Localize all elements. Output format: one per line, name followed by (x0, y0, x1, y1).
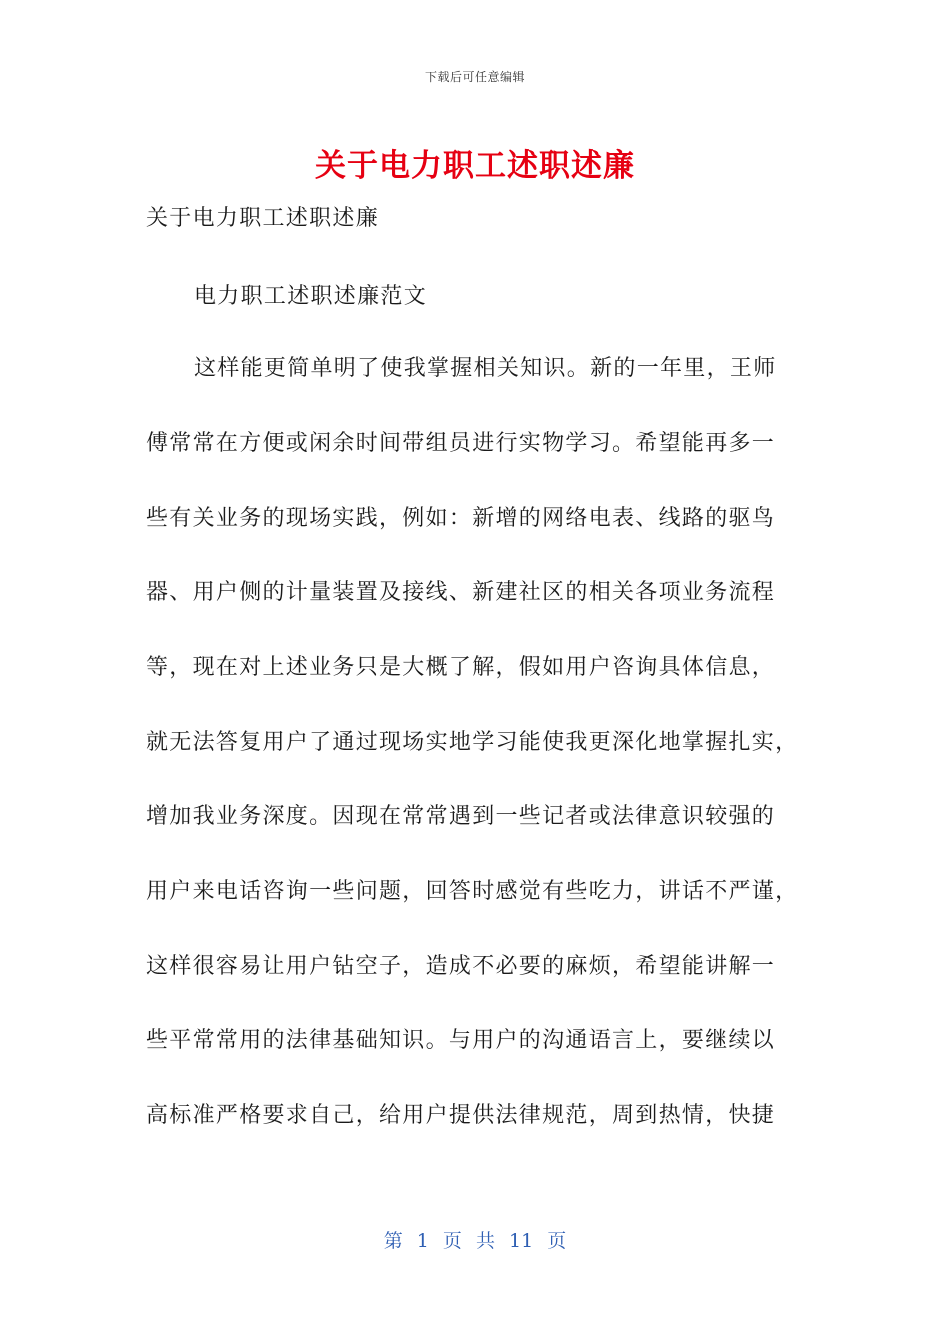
section-heading: 电力职工述职述廉范文 (194, 284, 428, 309)
page-footer: 第 1 页 共 11 页 (383, 1230, 567, 1252)
paragraph-line: 些有关业务的现场实践，例如：新增的网络电表、线路的驱鸟 (146, 506, 776, 531)
paragraph-line: 增加我业务深度。因现在常常遇到一些记者或法律意识较强的 (146, 804, 776, 829)
header-note: 下载后可任意编辑 (424, 70, 525, 84)
paragraph-line: 等，现在对上述业务只是大概了解，假如用户咨询具体信息， (146, 655, 776, 680)
subtitle-line: 关于电力职工述职述廉 (146, 206, 380, 231)
paragraph-line: 傅常常在方便或闲余时间带组员进行实物学习。希望能再多一 (146, 431, 776, 456)
paragraph-line: 高标准严格要求自己，给用户提供法律规范，周到热情，快捷 (146, 1103, 776, 1128)
paragraph-line: 就无法答复用户了通过现场实地学习能使我更深化地掌握扎实， (146, 730, 799, 755)
paragraph-line: 些平常常用的法律基础知识。与用户的沟通语言上，要继续以 (146, 1028, 776, 1053)
paragraph-line: 这样很容易让用户钻空子，造成不必要的麻烦，希望能讲解一 (146, 954, 776, 979)
paragraph-line: 器、用户侧的计量装置及接线、新建社区的相关各项业务流程 (146, 580, 776, 605)
document-title: 关于电力职工述职述廉 (315, 148, 635, 184)
paragraph-line: 用户来电话咨询一些问题，回答时感觉有些吃力，讲话不严谨， (146, 879, 799, 904)
paragraph-line: 这样能更简单明了使我掌握相关知识。新的一年里，王师 (194, 356, 777, 381)
